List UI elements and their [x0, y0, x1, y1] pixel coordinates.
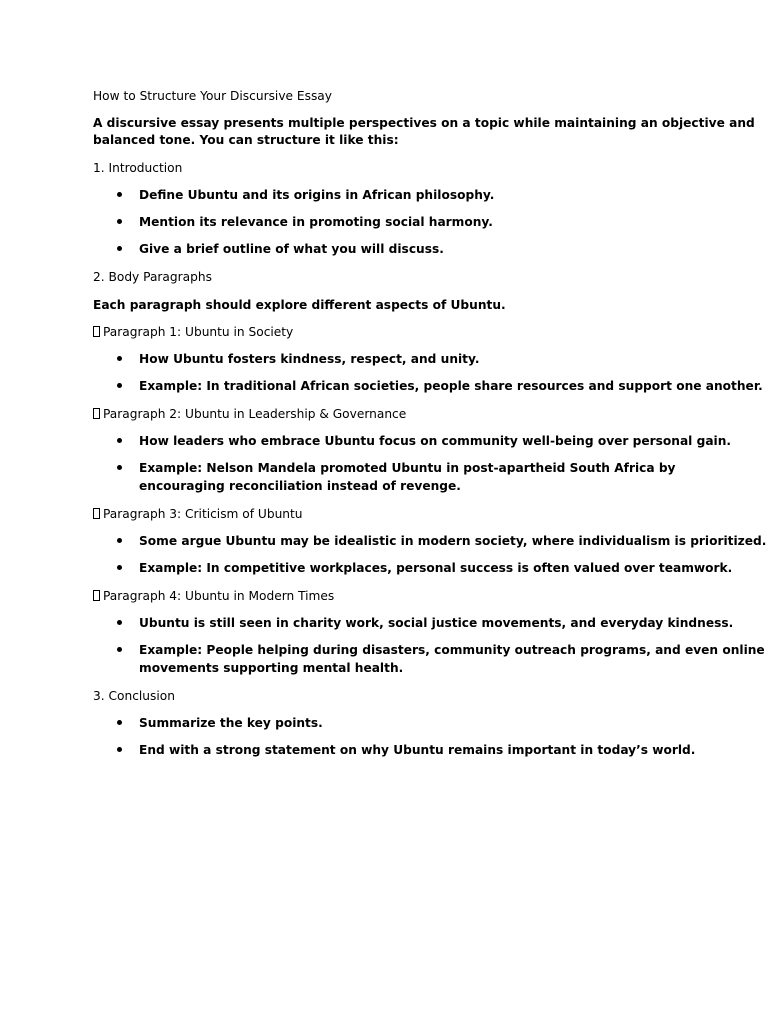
intro-paragraph-line-2: balanced tone. You can structure it like this: — [93, 133, 399, 147]
list-item: How Ubuntu fosters kindness, respect, and unity. — [139, 352, 480, 366]
intro-paragraph-line-1: A discursive essay presents multiple perspectives on a topic while maintaining an objective and — [93, 116, 755, 130]
paragraph-heading-2 — [93, 405, 406, 423]
list-item: Ubuntu is still seen in charity work, social justice movements, and everyday kindness. — [139, 616, 734, 630]
missing-glyph-icon — [93, 408, 100, 419]
bullet-icon — [117, 747, 122, 752]
list-item: Mention its relevance in promoting social harmony. — [139, 215, 493, 229]
bullet-icon — [117, 356, 122, 361]
list-item-continuation: encouraging reconciliation instead of revenge. — [139, 479, 461, 493]
body-note: Each paragraph should explore different aspects of Ubuntu. — [93, 298, 506, 312]
list-item: Define Ubuntu and its origins in African philosophy. — [139, 188, 495, 202]
list-item: Example: Nelson Mandela promoted Ubuntu in post-apartheid South Africa by — [139, 461, 676, 475]
paragraph-heading-text: Paragraph 4: Ubuntu in Modern Times — [103, 589, 335, 603]
section-heading-conclusion: 3. Conclusion — [93, 689, 175, 703]
bullet-icon — [117, 720, 122, 725]
bullet-icon — [117, 219, 122, 224]
section-heading-introduction: 1. Introduction — [93, 161, 183, 175]
bullet-icon — [117, 465, 122, 470]
bullet-icon — [117, 647, 122, 652]
bullet-icon — [117, 538, 122, 543]
paragraph-heading-3 — [93, 505, 303, 523]
list-item: Example: In traditional African societies, people share resources and support one another. — [139, 379, 763, 393]
paragraph-heading-text: Paragraph 3: Criticism of Ubuntu — [103, 507, 303, 521]
bullet-icon — [117, 565, 122, 570]
bullet-icon — [117, 620, 122, 625]
list-item: Summarize the key points. — [139, 716, 323, 730]
missing-glyph-icon — [93, 590, 100, 601]
bullet-icon — [117, 246, 122, 251]
bullet-icon — [117, 383, 122, 388]
paragraph-heading-text: Paragraph 1: Ubuntu in Society — [103, 325, 294, 339]
section-heading-body: 2. Body Paragraphs — [93, 270, 212, 284]
list-item: Example: In competitive workplaces, personal success is often valued over teamwork. — [139, 561, 733, 575]
list-item: Example: People helping during disasters, community outreach programs, and even online — [139, 643, 765, 657]
document-title: How to Structure Your Discursive Essay — [93, 89, 332, 103]
missing-glyph-icon — [93, 508, 100, 519]
missing-glyph-icon — [93, 326, 100, 337]
list-item-continuation: movements supporting mental health. — [139, 661, 404, 675]
list-item: Some argue Ubuntu may be idealistic in modern society, where individualism is prioritized. — [139, 534, 767, 548]
list-item: End with a strong statement on why Ubuntu remains important in today’s world. — [139, 743, 696, 757]
list-item: Give a brief outline of what you will discuss. — [139, 242, 444, 256]
bullet-icon — [117, 438, 122, 443]
list-item: How leaders who embrace Ubuntu focus on community well-being over personal gain. — [139, 434, 732, 448]
paragraph-heading-1 — [93, 323, 293, 341]
paragraph-heading-text: Paragraph 2: Ubuntu in Leadership & Governance — [103, 407, 407, 421]
bullet-icon — [117, 192, 122, 197]
paragraph-heading-4 — [93, 587, 334, 605]
